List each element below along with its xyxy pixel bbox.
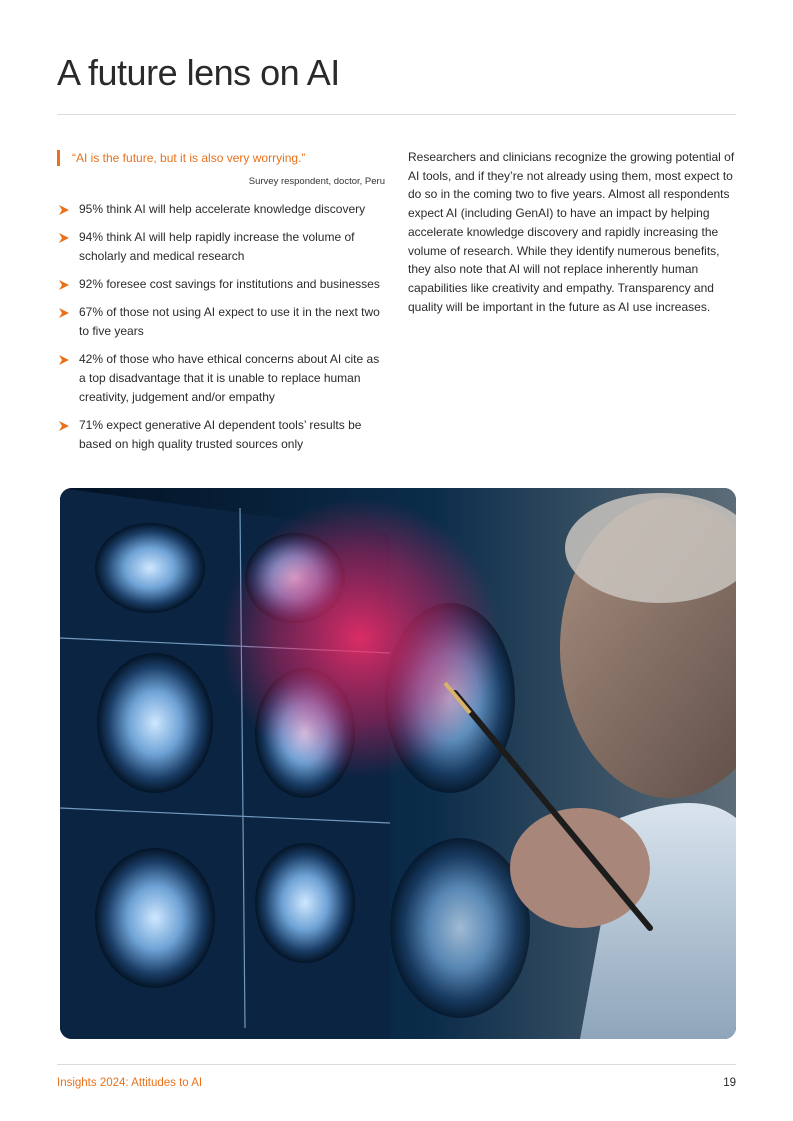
list-item-text: 92% foresee cost savings for institutions and businesses bbox=[79, 277, 380, 291]
arrow-bullet-icon bbox=[59, 233, 69, 243]
list-item-text: 67% of those not using AI expect to use it in the next two to five years bbox=[79, 305, 380, 338]
list-item bbox=[57, 200, 387, 219]
list-item-text: 94% think AI will help rapidly increase the volume of scholarly and medical research bbox=[79, 230, 355, 263]
list-item-text: 95% think AI will help accelerate knowledge discovery bbox=[79, 202, 366, 216]
arrow-bullet-icon bbox=[59, 355, 69, 365]
arrow-bullet-icon bbox=[59, 205, 69, 215]
list-item bbox=[57, 303, 387, 341]
list-item-text: 71% expect generative AI dependent tools’ results be based on high quality trusted sources only bbox=[79, 418, 362, 451]
header-divider bbox=[57, 114, 736, 115]
footer-divider bbox=[57, 1064, 736, 1065]
footer-publication-title: Insights 2024: Attitudes to AI bbox=[57, 1077, 203, 1089]
arrow-bullet-icon bbox=[59, 280, 69, 290]
quote-source: Survey respondent, doctor, Peru bbox=[248, 176, 385, 187]
list-item bbox=[57, 228, 387, 266]
page-title: A future lens on AI bbox=[57, 52, 340, 93]
list-item bbox=[57, 416, 387, 454]
list-item bbox=[57, 350, 387, 407]
page-number: 19 bbox=[723, 1077, 736, 1089]
quote-accent-bar bbox=[57, 150, 60, 166]
list-item-text: 42% of those who have ethical concerns about AI cite as a top disadvantage that it is unable to replace human creativity, judgement and/or empathy bbox=[79, 352, 380, 404]
arrow-bullet-icon bbox=[59, 421, 69, 431]
quote-text: “AI is the future, but it is also very worrying.” bbox=[72, 151, 306, 165]
list-item bbox=[57, 275, 387, 294]
key-findings-list bbox=[57, 200, 387, 463]
body-paragraph: Researchers and clinicians recognize the growing potential of AI tools, and if they’re not already using them, most expect to do so in the coming two to five years. Almost all respondents expect AI (including GenAI) to have an impact by helping accelerate knowledge discovery and rapidly increasing the volume of research. While they identify numerous benefits, they also note that AI will not replace inherently human capabilities like creativity and empathy. Transparency and quality will be important in the future as AI use increases. bbox=[408, 150, 735, 314]
doctor-reviewing-brain-scans-photo bbox=[60, 488, 736, 1039]
arrow-bullet-icon bbox=[59, 308, 69, 318]
